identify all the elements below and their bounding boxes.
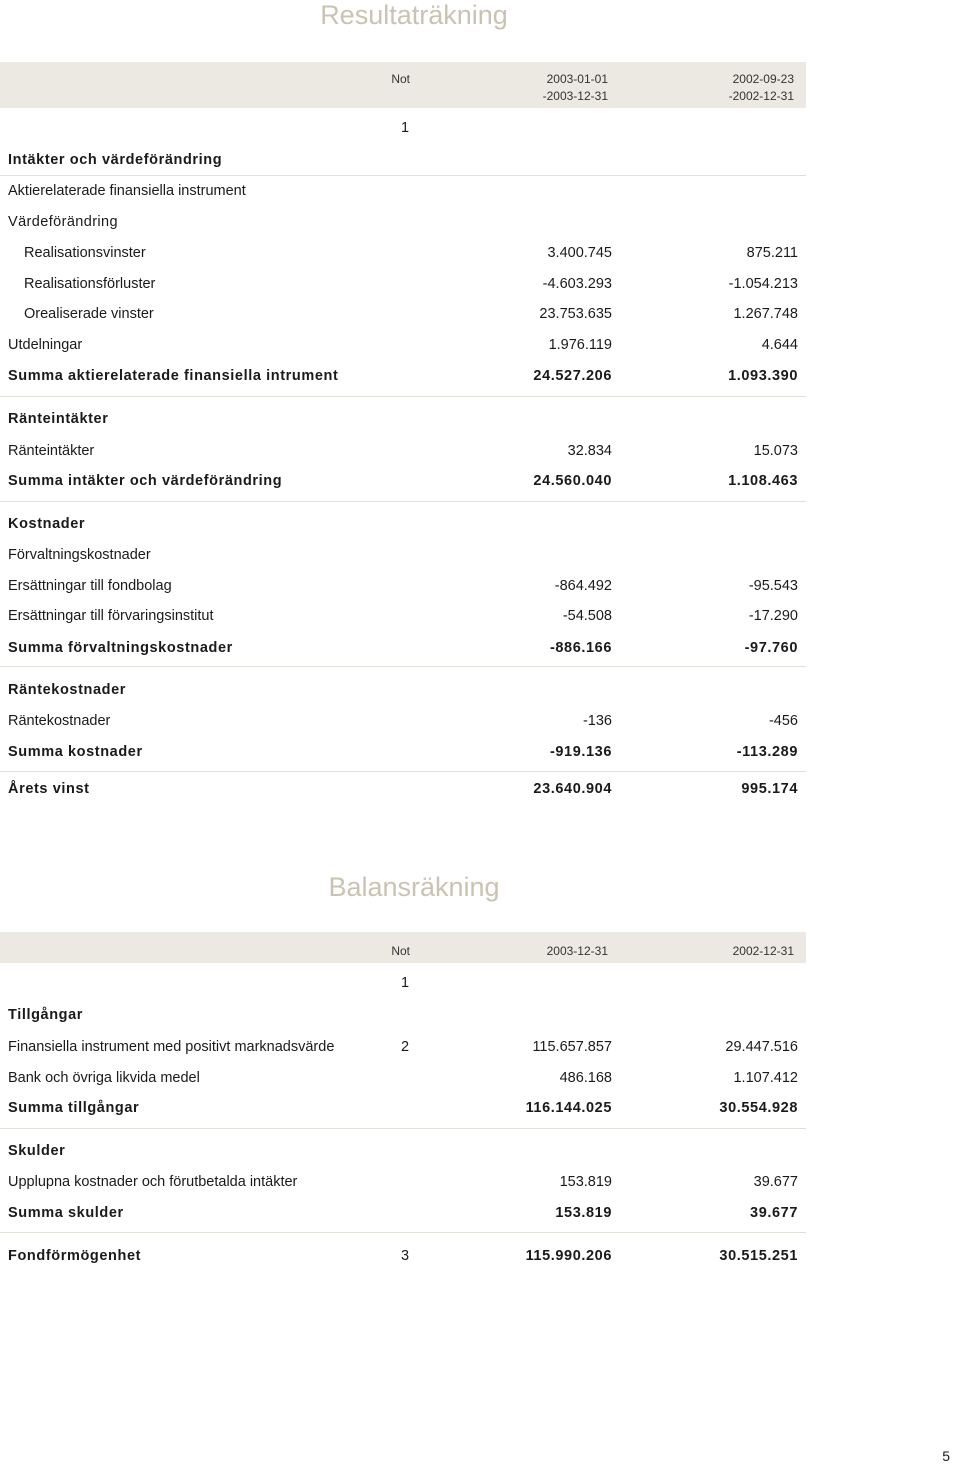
value-2003: 23.753.635 (539, 306, 612, 322)
table-row (0, 1170, 806, 1194)
table-row (0, 574, 806, 598)
table-row (0, 333, 806, 357)
divider (0, 396, 806, 397)
divider (0, 175, 806, 176)
row-label: Bank och övriga likvida medel (8, 1070, 200, 1086)
value-2002: -97.760 (744, 640, 798, 656)
value-2003: 23.640.904 (533, 781, 612, 797)
page-number: 5 (942, 1448, 950, 1464)
value-2002: 1.107.412 (733, 1070, 798, 1086)
note-number: 3 (401, 1248, 410, 1264)
value-2002: -113.289 (736, 744, 798, 760)
not-column-header: Not (391, 944, 410, 958)
table-row (0, 148, 806, 172)
section-heading (0, 407, 806, 431)
not-column-header: Not (391, 72, 410, 86)
row-label: Finansiella instrument med positivt marknadsvärde (8, 1039, 335, 1055)
value-2002: -17.290 (748, 608, 798, 624)
value-2003: 24.560.040 (533, 473, 612, 489)
row-label: Summa förvaltningskostnader (8, 640, 233, 656)
divider (0, 666, 806, 667)
note-reference: 1 (401, 975, 410, 991)
row-label: Orealiserade vinster (24, 306, 154, 322)
date-2003: 2003-12-31 (546, 944, 608, 958)
row-label: Ersättningar till förvaringsinstitut (8, 608, 214, 624)
value-2002: 39.677 (750, 1205, 798, 1221)
row-label: Summa aktierelaterade finansiella intrument (8, 368, 339, 384)
period-2002-start: 2002-09-23 (732, 72, 794, 86)
value-2003: 115.657.857 (532, 1039, 612, 1055)
table-row (0, 241, 806, 265)
row-label: Realisationsvinster (24, 245, 146, 261)
value-2002: 30.515.251 (719, 1248, 798, 1264)
section-heading (0, 512, 806, 536)
table-row (0, 439, 806, 463)
period-2002-end: -2002-12-31 (728, 89, 794, 103)
table-row (0, 1035, 806, 1059)
note-number: 2 (401, 1039, 410, 1055)
subtotal-row (0, 740, 806, 764)
row-label: Summa skulder (8, 1205, 124, 1221)
value-2002: 1.093.390 (728, 368, 798, 384)
row-label: Ränteintäkter (8, 411, 109, 427)
section-heading (0, 1139, 806, 1163)
row-label: Upplupna kostnader och förutbetalda intäkter (8, 1174, 298, 1190)
income-header-bar (0, 62, 806, 108)
value-2002: -456 (768, 713, 798, 729)
divider (0, 1128, 806, 1129)
row-label: Fondförmögenhet (8, 1248, 142, 1264)
value-2003: -864.492 (554, 578, 612, 594)
value-2002: -1.054.213 (728, 276, 798, 292)
subtotal-row (0, 469, 806, 493)
row-label: Årets vinst (8, 781, 90, 797)
value-2002: 1.108.463 (728, 473, 798, 489)
value-2003: -54.508 (562, 608, 612, 624)
value-2003: -919.136 (549, 744, 612, 760)
table-row (0, 210, 806, 234)
value-2002: -95.543 (748, 578, 798, 594)
table-row (0, 1066, 806, 1090)
row-label: Ersättningar till fondbolag (8, 578, 172, 594)
value-2002: 995.174 (741, 781, 798, 797)
row-label: Utdelningar (8, 337, 83, 353)
row-label: Intäkter och värdeförändring (8, 152, 223, 168)
divider (0, 501, 806, 502)
value-2003: 153.819 (555, 1205, 612, 1221)
value-2002: 875.211 (746, 245, 798, 261)
divider (0, 1232, 806, 1233)
subtotal-row (0, 364, 806, 388)
balance-header-bar (0, 932, 806, 963)
period-2003-start: 2003-01-01 (546, 72, 608, 86)
value-2003: -136 (582, 713, 612, 729)
row-label: Räntekostnader (8, 713, 111, 729)
row-label: Förvaltningskostnader (8, 547, 151, 563)
value-2003: 32.834 (567, 443, 612, 459)
value-2003: -4.603.293 (542, 276, 612, 292)
total-row (0, 1244, 806, 1268)
row-label: Kostnader (8, 516, 86, 532)
section-heading (0, 1003, 806, 1027)
subtotal-row (0, 1201, 806, 1225)
table-row (0, 179, 806, 203)
row-label: Summa intäkter och värdeförändring (8, 473, 283, 489)
value-2002: 39.677 (753, 1174, 798, 1190)
balance-sheet-title: Balansräkning (328, 872, 500, 902)
value-2003: 486.168 (559, 1070, 612, 1086)
note-reference: 1 (401, 120, 410, 136)
period-2003-end: -2003-12-31 (542, 89, 608, 103)
value-2002: 1.267.748 (733, 306, 798, 322)
table-row (0, 272, 806, 296)
value-2003: -886.166 (549, 640, 612, 656)
row-label: Realisationsförluster (24, 276, 156, 292)
row-label: Räntekostnader (8, 682, 126, 698)
subtotal-row (0, 636, 806, 660)
row-label: Skulder (8, 1143, 66, 1159)
income-statement-title: Resultaträkning (320, 0, 508, 30)
value-2003: 1.976.119 (548, 337, 612, 353)
row-label: Värdeförändring (8, 214, 118, 230)
date-2002: 2002-12-31 (732, 944, 794, 958)
value-2002: 30.554.928 (719, 1100, 798, 1116)
table-row (0, 709, 806, 733)
value-2002: 4.644 (761, 337, 798, 353)
value-2003: 153.819 (559, 1174, 612, 1190)
row-label: Summa tillgångar (8, 1100, 140, 1116)
table-row (0, 543, 806, 567)
divider (0, 771, 806, 772)
total-row (0, 777, 806, 801)
subtotal-row (0, 1096, 806, 1120)
section-heading (0, 678, 806, 702)
value-2002: 15.073 (753, 443, 798, 459)
value-2002: 29.447.516 (725, 1039, 798, 1055)
value-2003: 116.144.025 (525, 1100, 612, 1116)
row-label: Summa kostnader (8, 744, 143, 760)
value-2003: 24.527.206 (533, 368, 612, 384)
row-label: Ränteintäkter (8, 443, 95, 459)
row-label: Aktierelaterade finansiella instrument (8, 183, 246, 199)
row-label: Tillgångar (8, 1007, 84, 1023)
table-row (0, 302, 806, 326)
value-2003: 115.990.206 (525, 1248, 612, 1264)
value-2003: 3.400.745 (547, 245, 612, 261)
table-row (0, 604, 806, 628)
